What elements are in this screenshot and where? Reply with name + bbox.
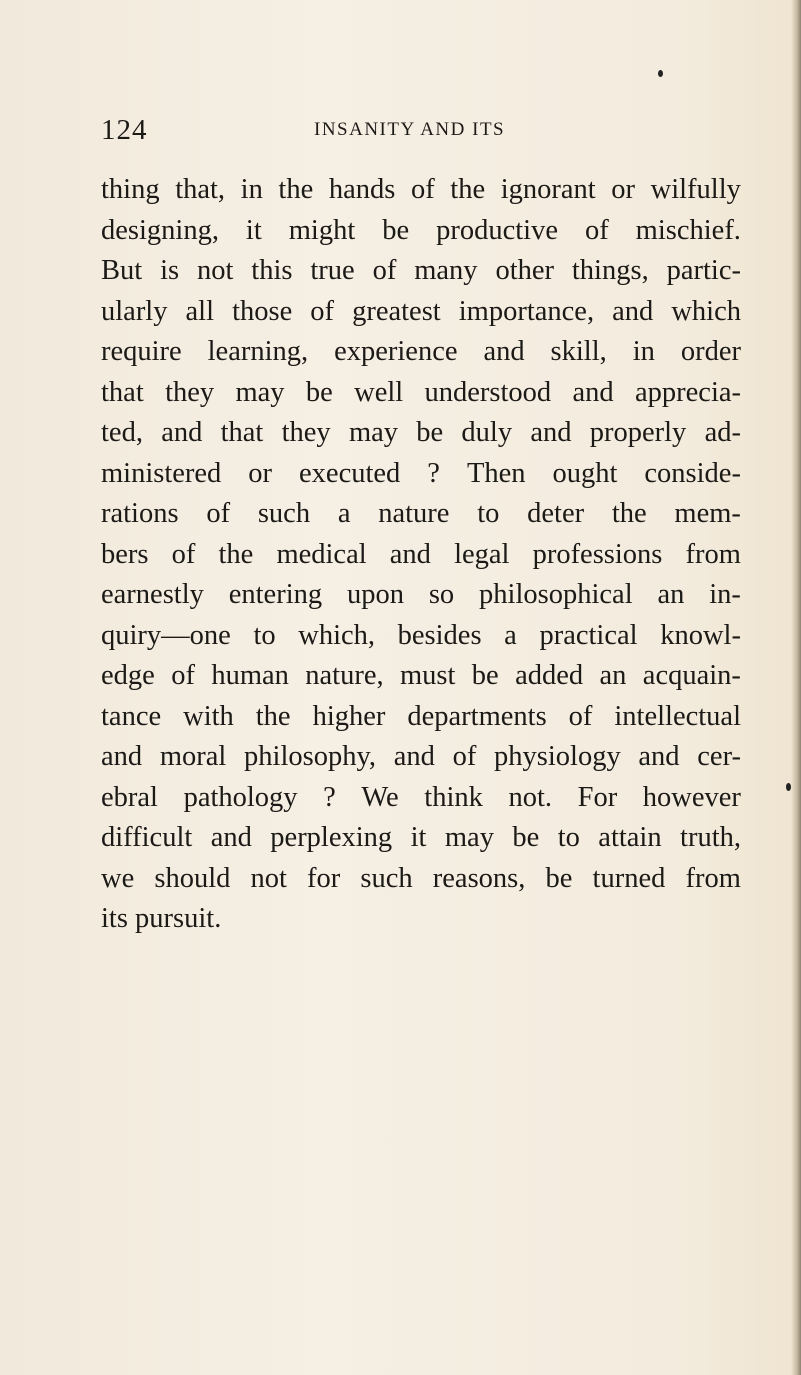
text-line: require learning, experience and skill, in order [101, 336, 741, 367]
text-line: that they may be well understood and apprecia- [101, 376, 741, 408]
text-line: and moral philosophy, and of physiology and cer- [101, 741, 741, 772]
text-line: tance with the higher departments of intellectual [101, 700, 741, 732]
text-line: ministered or executed ? Then ought conside- [101, 457, 741, 489]
text-line: difficult and perplexing it may be to attain truth, [101, 822, 741, 853]
text-line: earnestly entering upon so philosophical an in- [101, 579, 741, 610]
page-number: 124 [101, 114, 148, 146]
text-line: its pursuit. [101, 903, 222, 934]
text-line: rations of such a nature to deter the mem- [101, 498, 741, 529]
text-line: bers of the medical and legal professions from [101, 538, 741, 570]
text-line: ted, and that they may be duly and properly ad- [101, 417, 741, 448]
text-line: we should not for such reasons, be turned from [101, 862, 741, 894]
text-line: quiry—one to which, besides a practical knowl- [101, 619, 741, 651]
running-head [101, 114, 741, 146]
ink-speck [786, 783, 791, 791]
body-text [101, 170, 741, 940]
text-line: designing, it might be productive of mischief. [101, 214, 741, 246]
text-line: But is not this true of many other things, partic- [101, 255, 741, 286]
text-line: ebral pathology ? We think not. For however [101, 781, 741, 813]
running-head-title: INSANITY AND ITS [314, 119, 506, 140]
text-line: ularly all those of greatest importance, and which [101, 295, 741, 327]
page-edge-shadow [791, 0, 801, 1375]
text-line: edge of human nature, must be added an acquain- [101, 660, 741, 691]
text-line: thing that, in the hands of the ignorant or wilfully [101, 174, 741, 205]
ink-speck [658, 70, 663, 77]
